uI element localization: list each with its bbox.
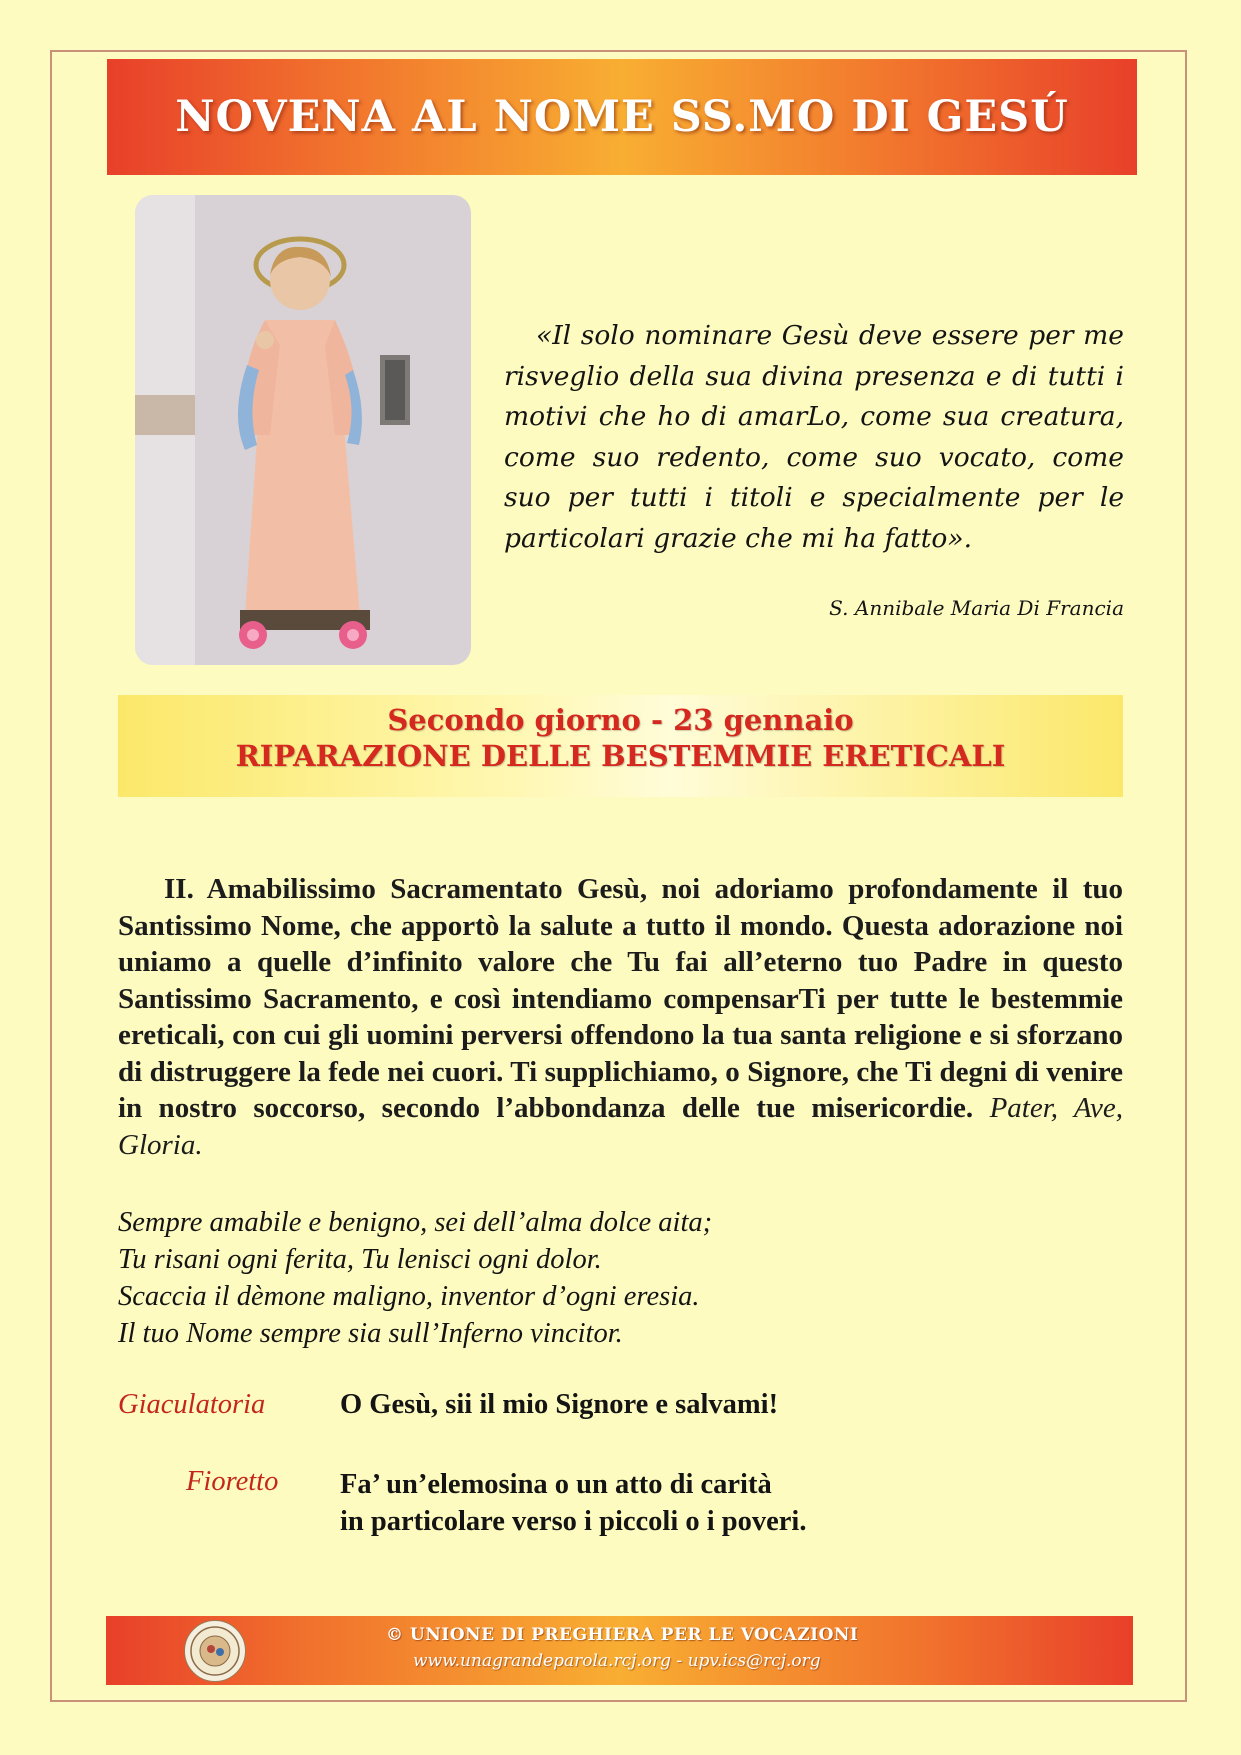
hymn-verse (118, 1204, 1123, 1352)
quote-author: S. Annibale Maria Di Francia (829, 596, 1124, 620)
child-jesus-statue-image (135, 195, 471, 665)
hymn-line: Tu risani ogni ferita, Tu lenisci ogni dolor. (118, 1244, 602, 1275)
footer-copyright: © UNIONE DI PREGHIERA PER LE VOCAZIONI (386, 1625, 859, 1645)
footer-contacts: www.unagrandeparola.rcj.org - upv.ics@rcj.org (413, 1651, 821, 1671)
hymn-line: Sempre amabile e benigno, sei dell’alma dolce aita; (118, 1207, 713, 1238)
hymn-line: Il tuo Nome sempre sia sull’Inferno vincitor. (118, 1318, 623, 1349)
giaculatoria-text: O Gesù, sii il mio Signore e salvami! (340, 1389, 779, 1420)
day-banner (118, 695, 1123, 797)
organization-logo (184, 1620, 246, 1682)
seal-icon (189, 1625, 241, 1677)
prayer-closing: Pater, Ave, Gloria. (118, 1092, 1123, 1161)
fioretto-line: Fa’ un’elemosina o un atto di carità (340, 1469, 772, 1500)
fioretto-label: Fioretto (186, 1466, 279, 1497)
giaculatoria-label: Giaculatoria (118, 1389, 266, 1420)
title-banner (107, 59, 1137, 175)
day-intention: RIPARAZIONE DELLE BESTEMMIE ERETICALI (235, 739, 1006, 773)
hymn-line: Scaccia il dèmone maligno, inventor d’ogni eresia. (118, 1281, 700, 1312)
day-heading: Secondo giorno - 23 gennaio (387, 703, 854, 737)
saint-quote: «Il solo nominare Gesù deve essere per me risveglio della sua divina presenza e di tutti i motivi che ho di amarLo, come sua creatura, come suo redento, come suo vocato, come suo per tutti i titoli e specialmente per le particolari grazie che mi ha fatto». (504, 320, 1124, 554)
prayer-text: II. Amabilissimo Sacramentato Gesù, noi adoriamo profondamente il tuo Santissimo Nome, che apportò la salute a tutto il mondo. Questa adorazione noi uniamo a quelle d’infinito valore che Tu fai all’eterno tuo Padre in questo Santissimo Sacramento, e così intendiamo compensarTi per tutte le bestemmie ereticali, con cui gli uomini perversi offendono la tua santa religione e si sforzano di distruggere la fede nei cuori. Ti supplichiamo, o Signore, che Ti degni di venire in nostro soccorso, secondo l’abbondanza delle tue misericordie. (118, 873, 1123, 1124)
fioretto-text (340, 1466, 806, 1540)
fioretto-line: in particolare verso i piccoli o i poveri. (340, 1506, 807, 1537)
statue-photo (135, 195, 471, 665)
page-title: NOVENA AL NOME SS.MO DI GESÚ (175, 92, 1069, 142)
footer-banner (106, 1616, 1133, 1685)
prayer-paragraph (118, 871, 1123, 1163)
